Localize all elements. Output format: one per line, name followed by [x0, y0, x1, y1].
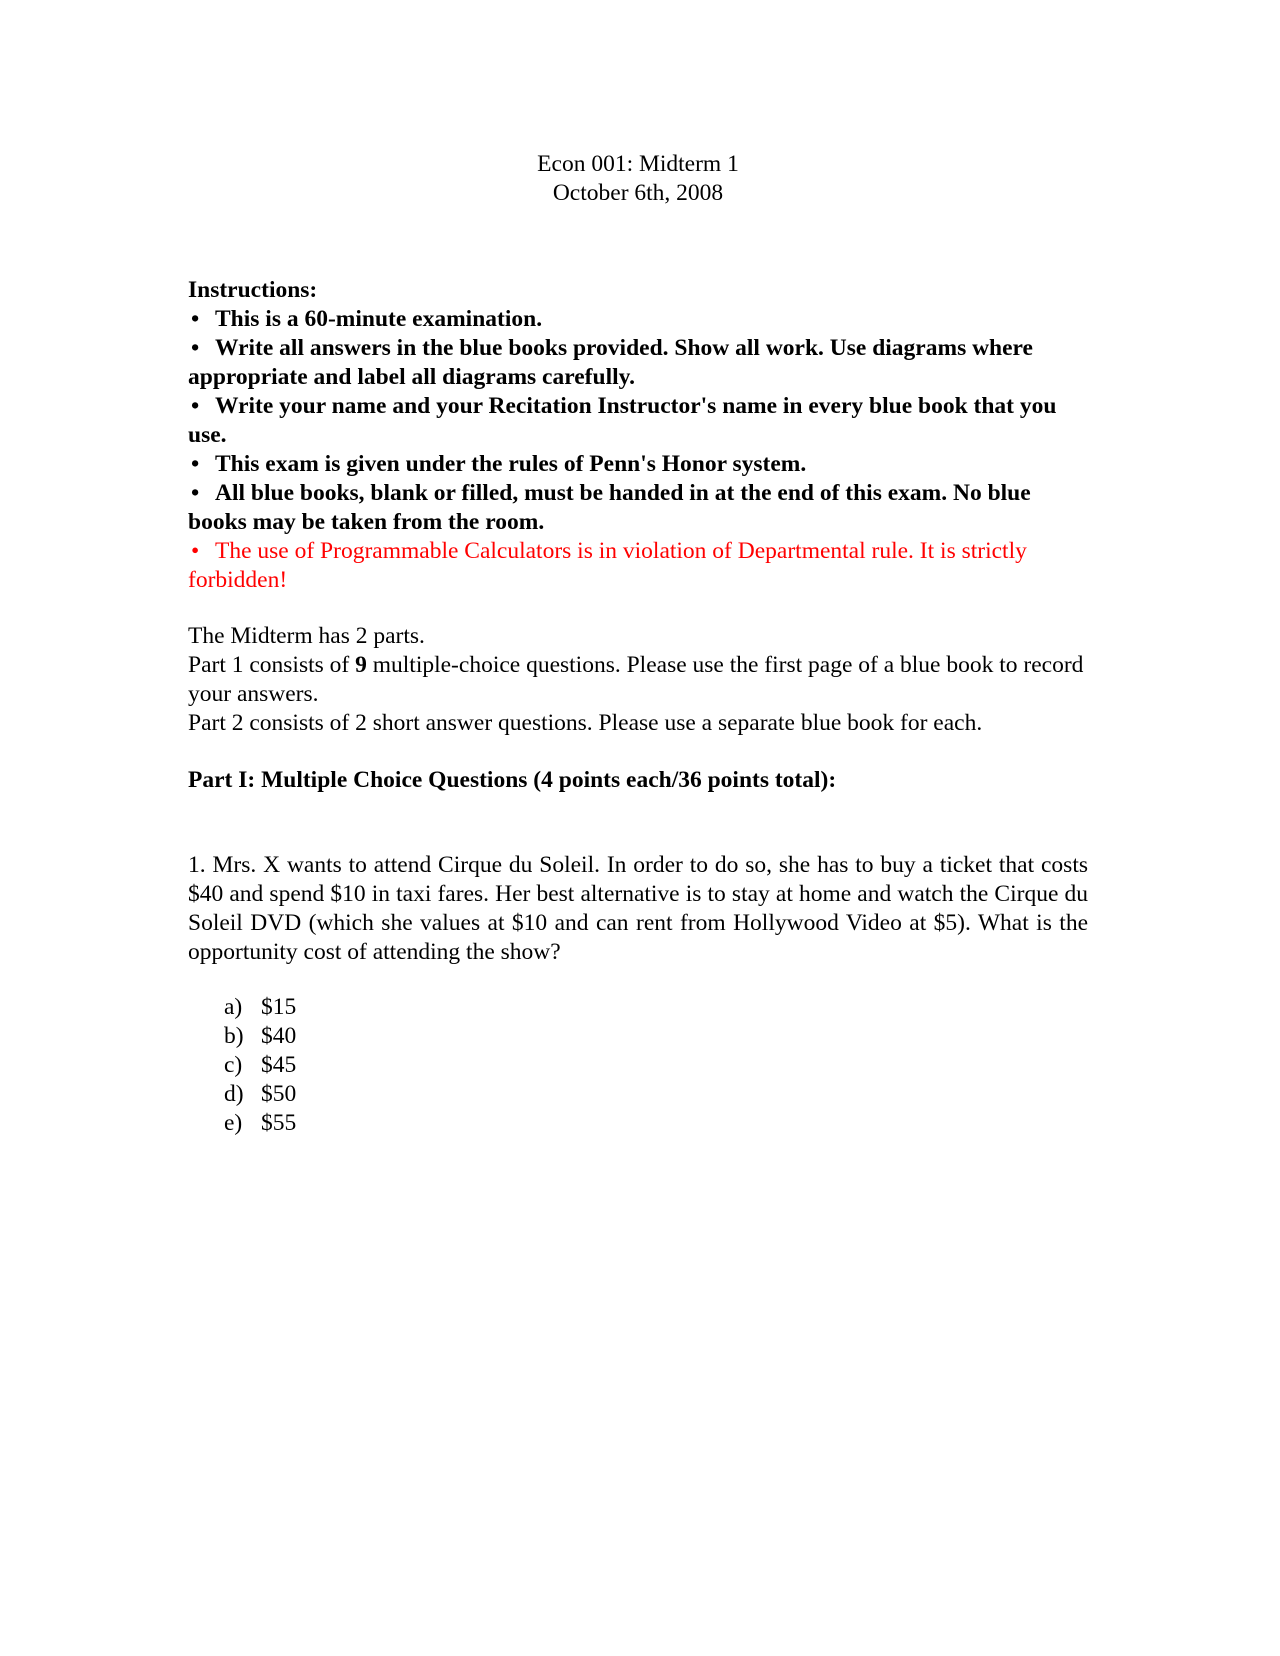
part2-description: Part 2 consists of 2 short answer questions. Please use a separate blue book for each.: [188, 710, 983, 736]
part1-prefix: Part 1 consists of: [188, 652, 356, 678]
instruction-bullet: [188, 479, 1088, 537]
instruction-bullet: [188, 334, 1088, 392]
part1-description: [188, 651, 1088, 709]
bullet-icon: •: [191, 393, 200, 419]
part1-heading: Part I: Multiple Choice Questions (4 points each/36 points total):: [188, 767, 837, 793]
instruction-text: Write your name and your Recitation Instructor's name in every blue book that you use.: [188, 393, 1057, 448]
option-item: [224, 1109, 1088, 1138]
warning-text: The use of Programmable Calculators is in violation of Departmental rule. It is strictly forbidden!: [188, 538, 1027, 593]
exam-page: [188, 150, 1088, 1162]
bullet-icon: •: [191, 306, 200, 332]
option-value: $55: [261, 1110, 297, 1136]
option-item: [224, 1022, 1088, 1051]
parts-intro: The Midterm has 2 parts.: [188, 623, 425, 649]
option-letter: e): [224, 1110, 243, 1136]
option-value: $45: [261, 1052, 297, 1078]
instructions-title: Instructions:: [188, 277, 318, 303]
option-value: $15: [261, 994, 297, 1020]
exam-title: Econ 001: Midterm 1: [537, 151, 739, 177]
option-letter: b): [224, 1023, 244, 1049]
option-item: [224, 1051, 1088, 1080]
option-letter: d): [224, 1081, 244, 1107]
instruction-bullet: [188, 450, 1088, 479]
exam-header: [188, 150, 1088, 208]
instruction-bullet: [188, 305, 1088, 334]
bullet-icon: •: [191, 335, 200, 361]
instruction-text: This exam is given under the rules of Penn's Honor system.: [215, 451, 807, 477]
parts-info: [188, 622, 1088, 738]
option-value: $50: [261, 1081, 297, 1107]
exam-date: October 6th, 2008: [552, 180, 724, 206]
instruction-text: All blue books, blank or filled, must be handed in at the end of this exam. No blue books may be taken from the room.: [188, 480, 1031, 535]
part1-count: 9: [355, 652, 367, 678]
instruction-bullet: [188, 392, 1088, 450]
option-letter: a): [224, 994, 243, 1020]
bullet-icon: •: [191, 480, 200, 506]
instructions-section: [188, 276, 1088, 595]
option-value: $40: [261, 1023, 297, 1049]
option-item: [224, 1080, 1088, 1109]
part1-suffix: multiple-choice questions. Please use the first page of a blue book to record your answers.: [188, 652, 1084, 707]
question-1: 1. Mrs. X wants to attend Cirque du Soleil. In order to do so, she has to buy a ticket that costs $40 and spend $10 in taxi fares. Her best alternative is to stay at home and watch the Cirque du Soleil DVD (which she values at $10 and can rent from Hollywood Video at $5). What is the opportunity cost of attending the show?: [188, 852, 1088, 965]
option-letter: c): [224, 1052, 243, 1078]
calculator-warning: [188, 537, 1088, 595]
option-item: [224, 993, 1088, 1022]
instruction-text: This is a 60-minute examination.: [215, 306, 543, 332]
bullet-icon: •: [191, 451, 200, 477]
question-1-options: [224, 993, 1088, 1138]
bullet-icon: •: [191, 538, 200, 564]
instruction-text: Write all answers in the blue books provided. Show all work. Use diagrams where appropriate and label all diagrams carefully.: [188, 335, 1033, 390]
